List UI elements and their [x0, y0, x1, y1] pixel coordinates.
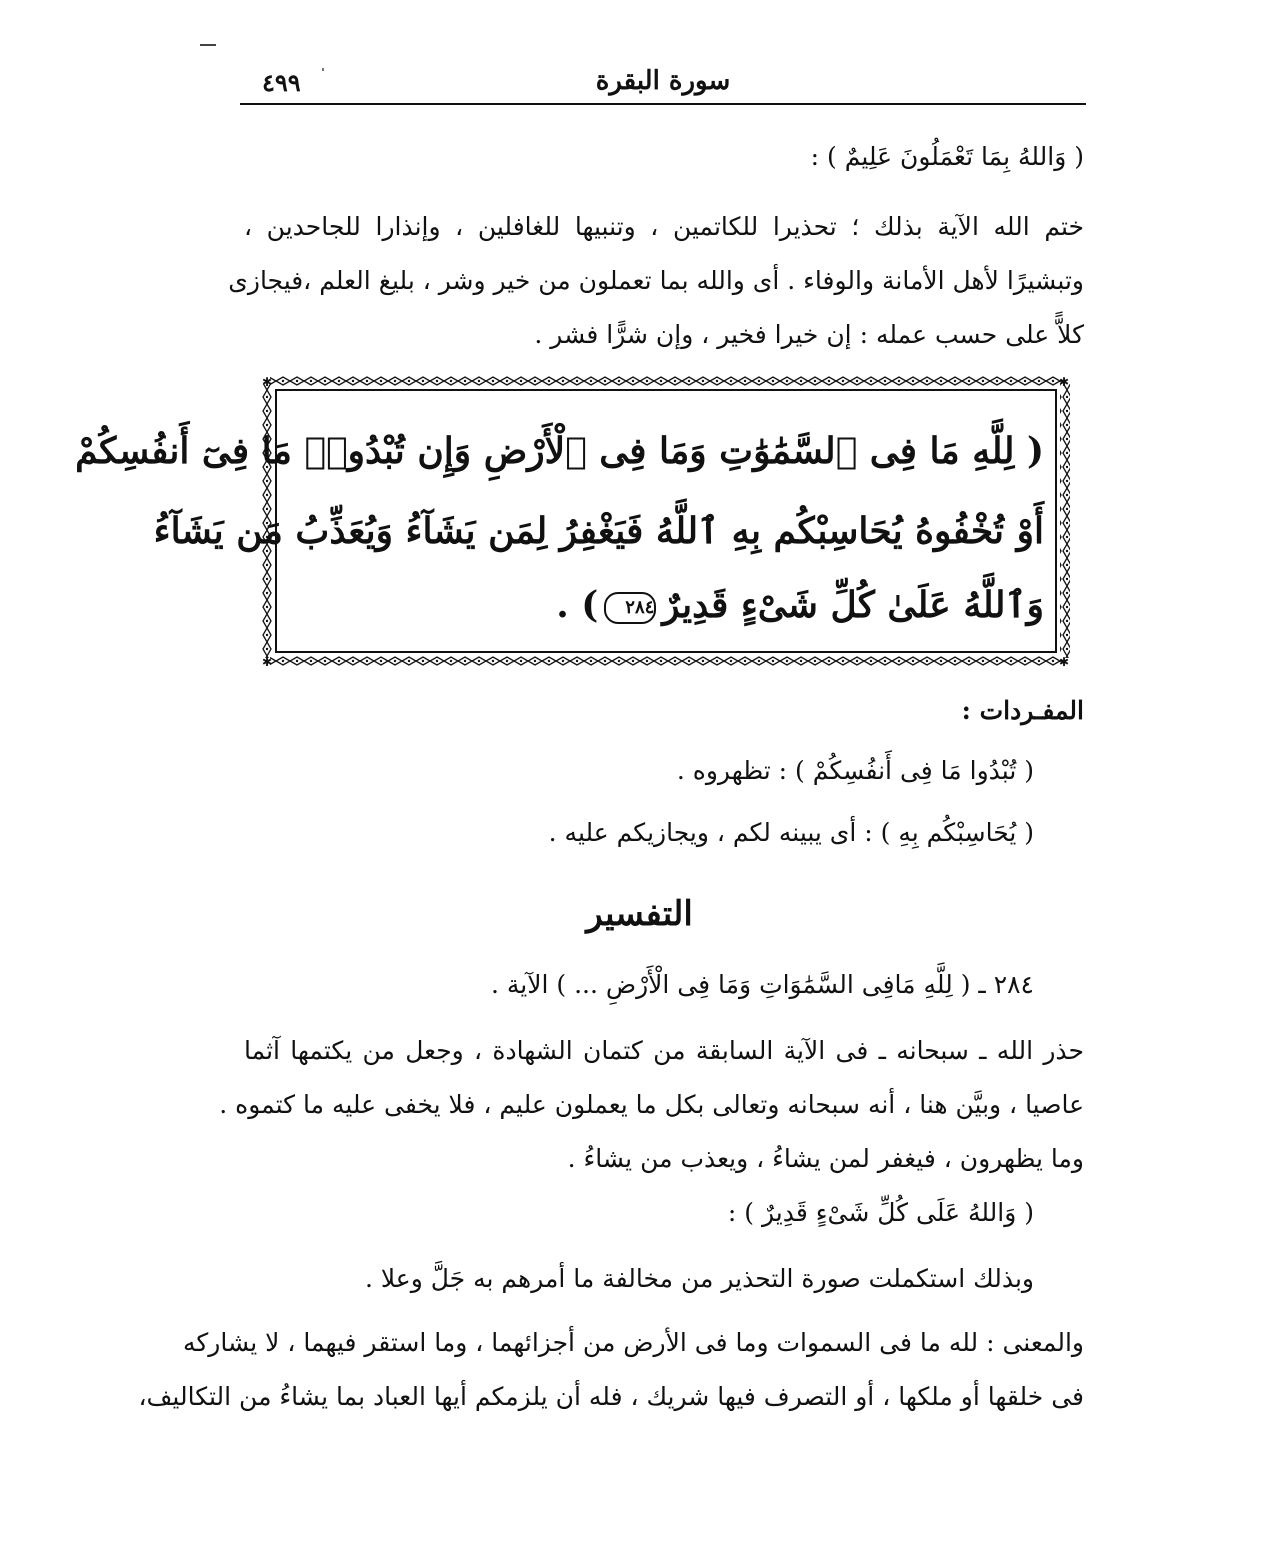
- scan-mark: [200, 44, 216, 46]
- page-number: ٤٩٩: [262, 68, 301, 97]
- verse-line-last: [288, 584, 1044, 626]
- paragraph-line: وتبشيرًا لأهل الأمانة والوفاء . أى والله بما تعملون من خير وشر ، بليغ العلم ،فيجازى: [228, 266, 1084, 295]
- svg-text:✱: ✱: [1059, 376, 1070, 389]
- verse-fragment-opening: ( وَاللهُ بِمَا تَعْمَلُونَ عَلِيمٌ ) :: [810, 142, 1084, 171]
- svg-text:✱: ✱: [262, 376, 273, 389]
- paragraph-line: فى خلقها أو ملكها ، أو التصرف فيها شريك ، فله أن يلزمكم أيها العباد بما يشاءُ من التكاليف،: [138, 1382, 1084, 1411]
- quran-verse-box: [75, 376, 1070, 666]
- verse-line: ( لِلَّهِ مَا فِى ٱلسَّمَٰوَٰتِ وَمَا فِى ٱلْأَرْضِ وَإِن تُبْدُوا۟ مَا فِىٓ أَنفُسِكُمْ: [75, 430, 1044, 472]
- paragraph-line: كلاًّ على حسب عمله : إن خيرا فخير ، وإن شرًّا فشر .: [534, 320, 1084, 349]
- paragraph-line: حذر الله ـ سبحانه ـ فى الآية السابقة من كتمان الشهادة ، وجعل من يكتمها آثما: [244, 1036, 1084, 1065]
- vocabulary-heading: المفـردات :: [961, 696, 1084, 725]
- header-rule: [240, 103, 1086, 105]
- svg-text:✱: ✱: [1059, 655, 1070, 666]
- verse-closing: ) .: [556, 584, 599, 626]
- paragraph-line: ختم الله الآية بذلك ؛ تحذيرا للكاتمين ، وتنبيها للغافلين ، وإنذارا للجاحدين ،: [244, 212, 1084, 241]
- vocabulary-item: ( تُبْدُوا مَا فِى أَنفُسِكُمْ ) : تظهروه .: [676, 756, 1034, 785]
- verse-fragment: ( وَاللهُ عَلَى كُلِّ شَىْءٍ قَدِيرٌ ) :: [727, 1198, 1034, 1227]
- verse-line: أَوْ تُخْفُوهُ يُحَاسِبْكُم بِهِ ٱللَّهُ فَيَغْفِرُ لِمَن يَشَآءُ وَيُعَذِّبُ مَن يَشَآءُ: [153, 510, 1044, 552]
- paragraph-line: عاصيا ، وبيَّن هنا ، أنه سبحانه وتعالى بكل ما يعملون عليم ، فلا يخفى عليه ما كتموه .: [219, 1090, 1084, 1119]
- paragraph-line: والمعنى : لله ما فى السموات وما فى الأرض من أجزائهما ، وما استقر فيهما ، لا يشاركه: [182, 1328, 1084, 1357]
- svg-text:✱: ✱: [262, 655, 273, 666]
- paragraph-line: وما يظهرون ، فيغفر لمن يشاءُ ، ويعذب من يشاءُ .: [567, 1144, 1084, 1173]
- verse-line-text: وَٱللَّهُ عَلَىٰ كُلِّ شَىْءٍ قَدِيرٌ: [662, 584, 1044, 626]
- ayah-number-marker: ٢٨٤: [604, 592, 656, 624]
- section-title: التفسير: [586, 894, 693, 934]
- paragraph-line: وبذلك استكملت صورة التحذير من مخالفة ما أمرهم به جَلَّ وعلا .: [364, 1264, 1034, 1293]
- surah-title: سورة البقرة: [595, 66, 731, 96]
- running-head: [240, 64, 1086, 104]
- verse-reference: ٢٨٤ ـ ( لِلَّهِ مَافِى السَّمَٰوَاتِ وَمَا فِى الْأَرْضِ ... ) الآية .: [490, 970, 1034, 999]
- vocabulary-item: ( يُحَاسِبْكُم بِهِ ) : أى يبينه لكم ، ويجازيكم عليه .: [548, 818, 1034, 847]
